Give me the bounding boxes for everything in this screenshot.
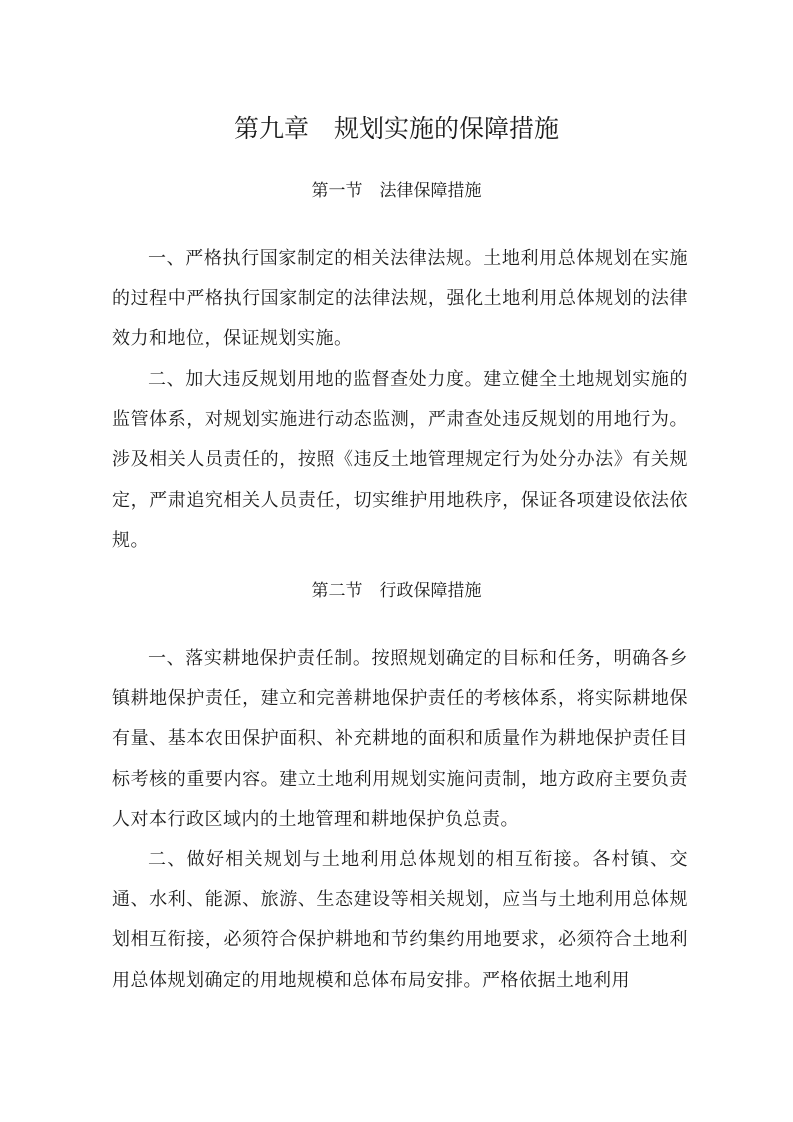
section-title-1: 第一节 法律保障措施 [311, 181, 482, 201]
chapter-title: 第九章 规划实施的保障措施 [233, 114, 559, 143]
section-1-paragraph-2: 二、加大违反规划用地的监督查处力度。建立健全土地规划实施的监管体系，对规划实施进行动态监测，严肃查处违反规划的用地行为。涉及相关人员责任的，按照《违反土地管理规定行为处分办法》有关规定，严肃追究相关人员责任，切实维护用地秩序，保证各项建设依法依规。 [112, 369, 688, 551]
section-2-paragraph-1: 一、落实耕地保护责任制。按照规划确定的目标和任务，明确各乡镇耕地保护责任，建立和完善耕地保护责任的考核体系，将实际耕地保有量、基本农田保护面积、补充耕地的面积和质量作为耕地保护责任目标考核的重要内容。建立土地利用规划实施问责制，地方政府主要负责人对本行政区域内的土地管理和耕地保护负总责。 [112, 648, 688, 830]
section-1-paragraph-1: 一、严格执行国家制定的相关法律法规。土地利用总体规划在实施的过程中严格执行国家制定的法律法规，强化土地利用总体规划的法律效力和地位，保证规划实施。 [112, 248, 688, 350]
section-title-2: 第二节 行政保障措施 [311, 581, 482, 601]
section-2-paragraph-2: 二、做好相关规划与土地利用总体规划的相互衔接。各村镇、交通、水利、能源、旅游、生态建设等相关规划，应当与土地利用总体规划相互衔接，必须符合保护耕地和节约集约用地要求，必须符合土地利用总体规划确定的用地规模和总体布局安排。严格依据土地利用 [112, 849, 688, 991]
